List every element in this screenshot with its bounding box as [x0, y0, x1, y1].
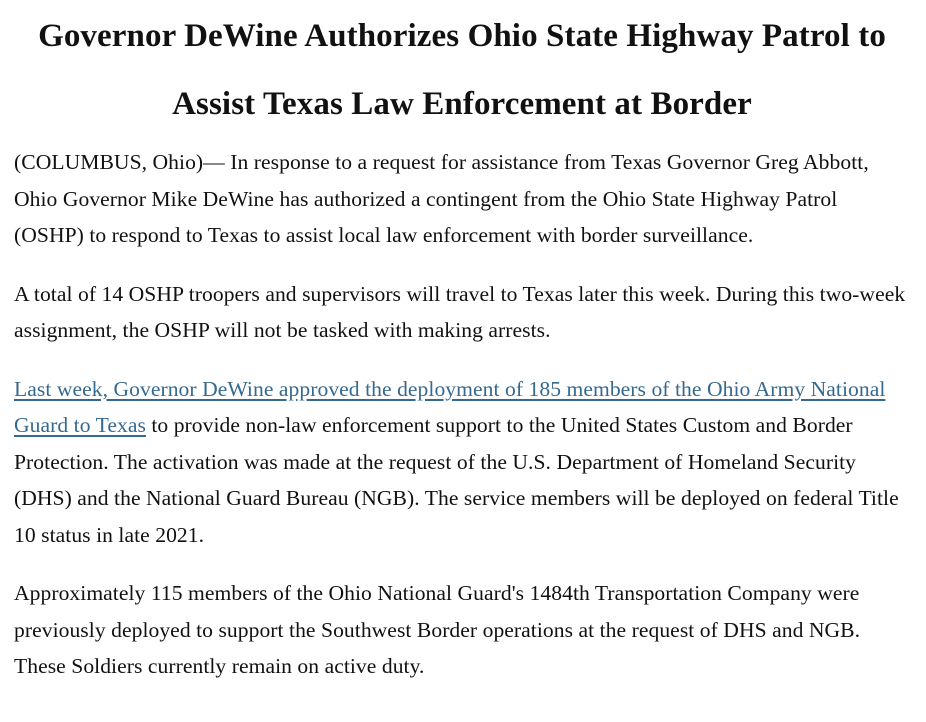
paragraph-intro: (COLUMBUS, Ohio)— In response to a request for assistance from Texas Governor Greg Abbott, Ohio Governor Mike DeWine has authorized a contingent from the Ohio State Highway Patrol (OSHP) to respond to Texas to assist local law enforcement with border surveillance. [14, 150, 869, 247]
paragraph-deployment-text: to provide non-law enforcement support to the United States Custom and Border Protection. The activation was made at the request of the U.S. Department of Homeland Security (DHS) and the National Guard Bureau (NGB). The service members will be deployed on federal Title 10 status in late 2021. [14, 413, 899, 547]
article-body [14, 144, 910, 685]
paragraph-national-guard-deployment [14, 371, 910, 554]
national-guard-deployment-link[interactable]: Last week, Governor DeWine approved the deployment of 185 members of the Ohio Army National Guard to Texas [14, 376, 886, 437]
paragraph-transportation-company: Approximately 115 members of the Ohio National Guard's 1484th Transportation Company were previously deployed to support the Southwest Border operations at the request of DHS and NGB. These Soldiers currently remain on active duty. [14, 581, 861, 678]
page-title: Governor DeWine Authorizes Ohio State Highway Patrol to Assist Texas Law Enforcement at Border [38, 18, 886, 122]
paragraph-troopers: A total of 14 OSHP troopers and supervisors will travel to Texas later this week. During this two-week assignment, the OSHP will not be tasked with making arrests. [14, 281, 906, 342]
